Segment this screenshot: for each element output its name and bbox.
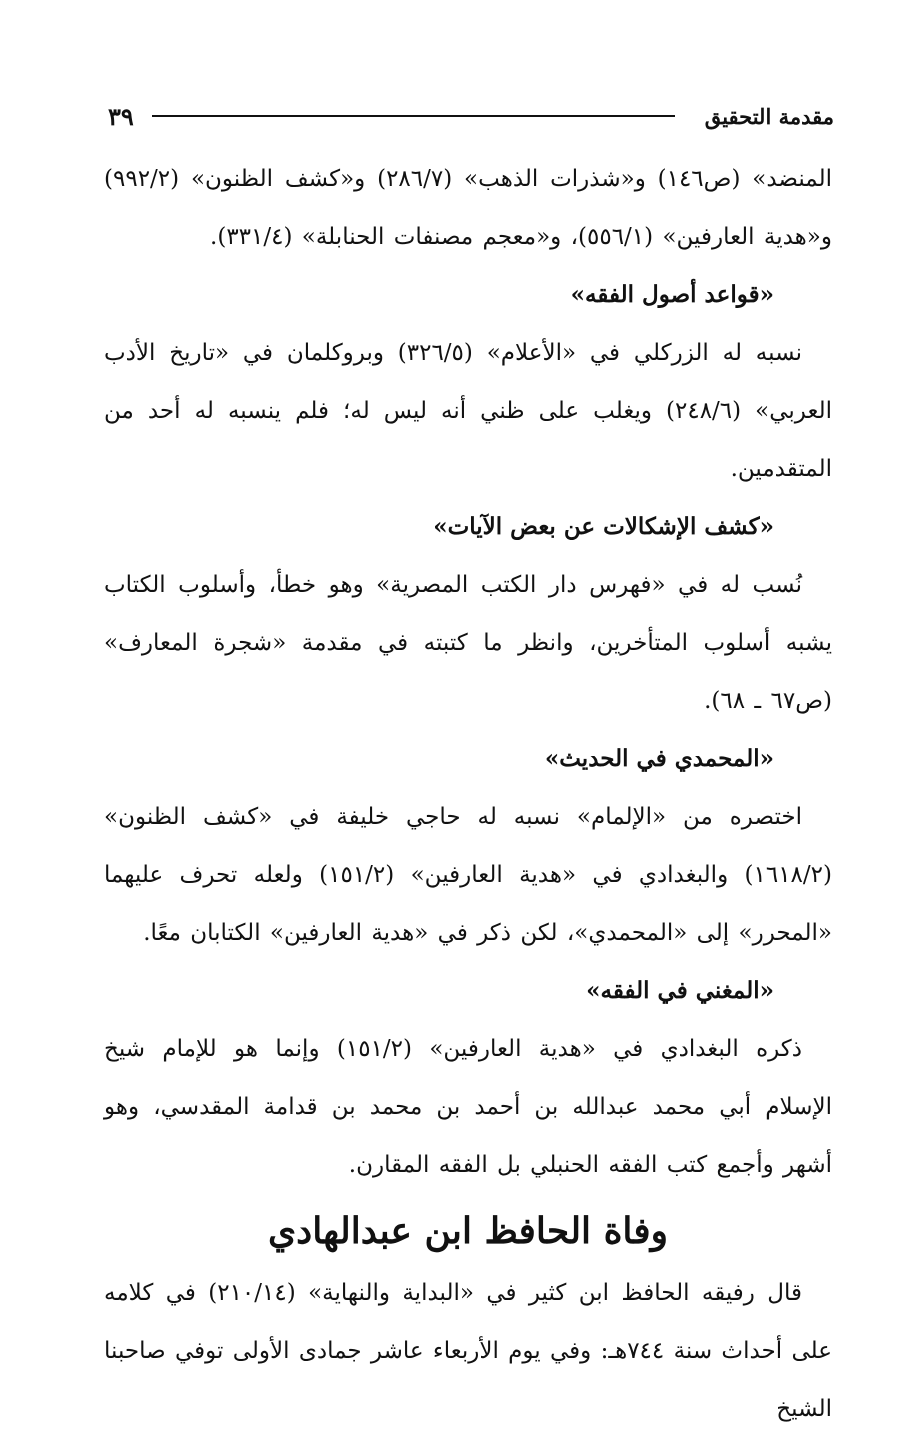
book-title-heading: «المغني في الفقه» bbox=[586, 977, 774, 1004]
paragraph: ذكره البغدادي في «هدية العارفين» (١٥١/٢) وإنما هو للإمام شيخ الإسلام أبي محمد عبدالله بن أحمد بن محمد بن قدامة المقدسي، وهو أشهر وأجمع كتب الفقه الحنبلي بل الفقه المقارن. bbox=[104, 1036, 832, 1178]
paragraph-continuation: المنضد» (ص١٤٦) و«شذرات الذهب» (٢٨٦/٧) و«كشف الظنون» (٩٩٢/٢) و«هدية العارفين» (٥٥٦/١)، و«معجم مصنفات الحنابلة» (٣٣١/٤). bbox=[104, 166, 832, 250]
paragraph: نسبه له الزركلي في «الأعلام» (٣٢٦/٥) وبروكلمان في «تاريخ الأدب العربي» (٢٤٨/٦) ويغلب على ظني أنه ليس له؛ فلم ينسبه له أحد من المتقدمين. bbox=[104, 340, 832, 482]
body-text bbox=[104, 150, 832, 1438]
book-title-heading: «المحمدي في الحديث» bbox=[544, 745, 774, 772]
paragraph: اختصره من «الإلمام» نسبه له حاجي خليفة في «كشف الظنون» (١٦١٨/٢) والبغدادي في «هدية العارفين» (١٥١/٢) ولعله تحرف عليهما «المحرر» إلى «المحمدي»، لكن ذكر في «هدية العارفين» الكتابان معًا. bbox=[104, 804, 833, 946]
page-header bbox=[108, 96, 834, 136]
header-rule bbox=[152, 115, 675, 117]
book-title-heading: «كشف الإشكالات عن بعض الآيات» bbox=[433, 513, 774, 540]
paragraph: نُسب له في «فهرس دار الكتب المصرية» وهو خطأ، وأسلوب الكتاب يشبه أسلوب المتأخرين، وانظر ما كتبته في مقدمة «شجرة المعارف» (ص٦٧ ـ ٦٨). bbox=[104, 572, 832, 714]
running-title: مقدمة التحقيق bbox=[704, 103, 834, 129]
page-number: ٣٩ bbox=[108, 101, 134, 131]
section-title: وفاة الحافظ ابن عبدالهادي bbox=[268, 1210, 668, 1252]
paragraph: قال رفيقه الحافظ ابن كثير في «البداية والنهاية» (٢١٠/١٤) في كلامه على أحداث سنة ٧٤٤هـ: وفي يوم الأربعاء عاشر جمادى الأولى توفي صاحبنا الشيخ bbox=[104, 1280, 832, 1422]
book-title-heading: «قواعد أصول الفقه» bbox=[570, 281, 774, 308]
